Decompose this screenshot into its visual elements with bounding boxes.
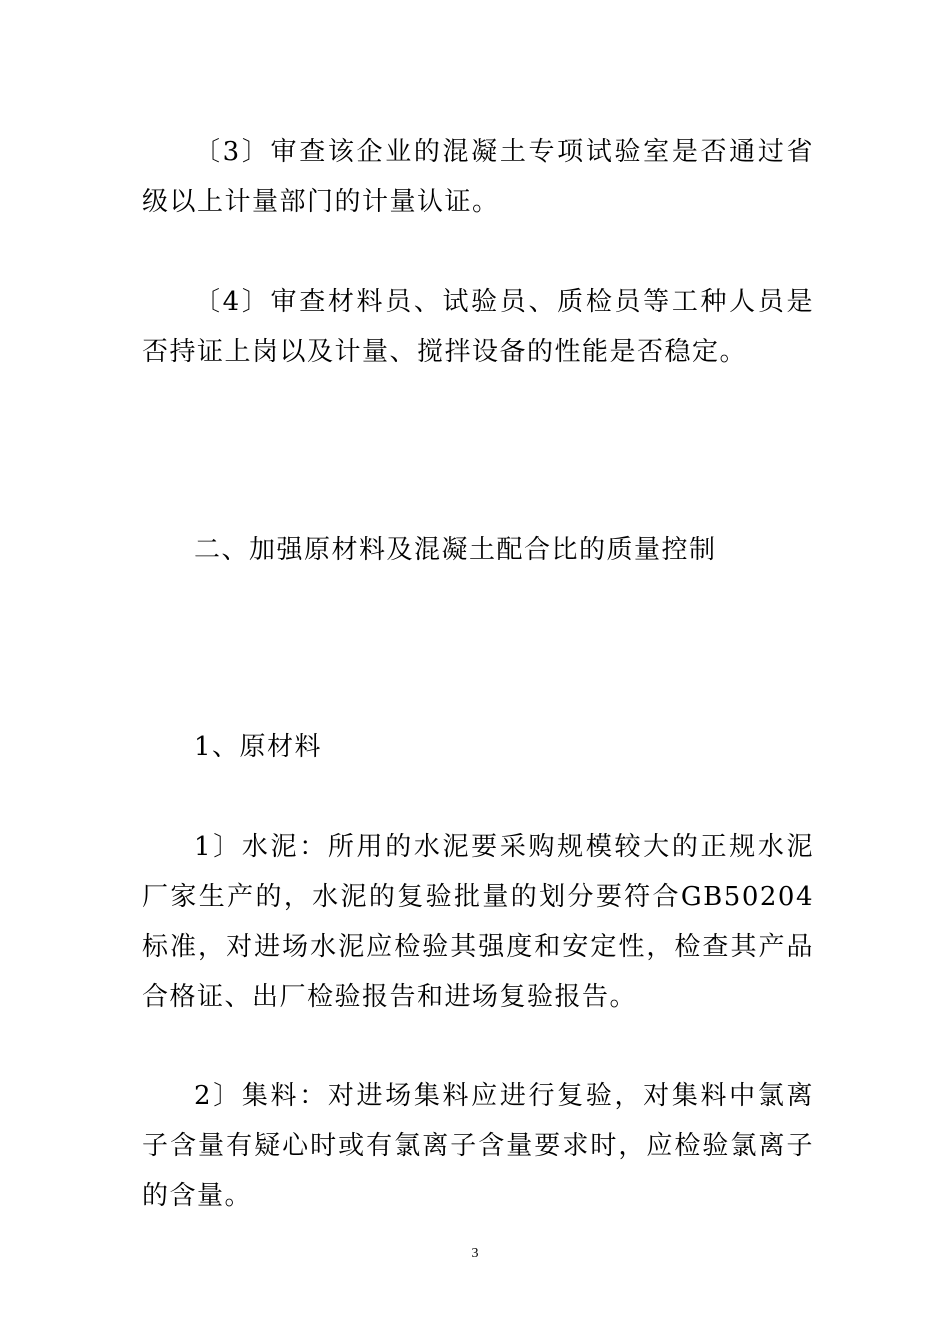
section-heading: 二、加强原材料及混凝土配合比的质量控制 xyxy=(194,535,717,565)
page-number: 3 xyxy=(471,1246,479,1261)
paragraph-review-staff: 〔4〕审查材料员、试验员、质检员等工种人员是否持证上岗以及计量、搅拌设备的性能是否稳定。 xyxy=(142,287,814,367)
subsection-heading: 1、原材料 xyxy=(194,732,323,762)
paragraph-review-lab: 〔3〕审查该企业的混凝土专项试验室是否通过省级以上计量部门的计量认证。 xyxy=(142,137,814,217)
paragraph-cement: 1〕水泥：所用的水泥要采购规模较大的正规水泥厂家生产的，水泥的复验批量的划分要符合GB50204标准，对进场水泥应检验其强度和安定性，检查其产品合格证、出厂检验报告和进场复验报告。 xyxy=(142,832,814,1012)
paragraph-aggregate: 2〕集料：对进场集料应进行复验，对集料中氯离子含量有疑心时或有氯离子含量要求时，应检验氯离子的含量。 xyxy=(142,1081,814,1211)
